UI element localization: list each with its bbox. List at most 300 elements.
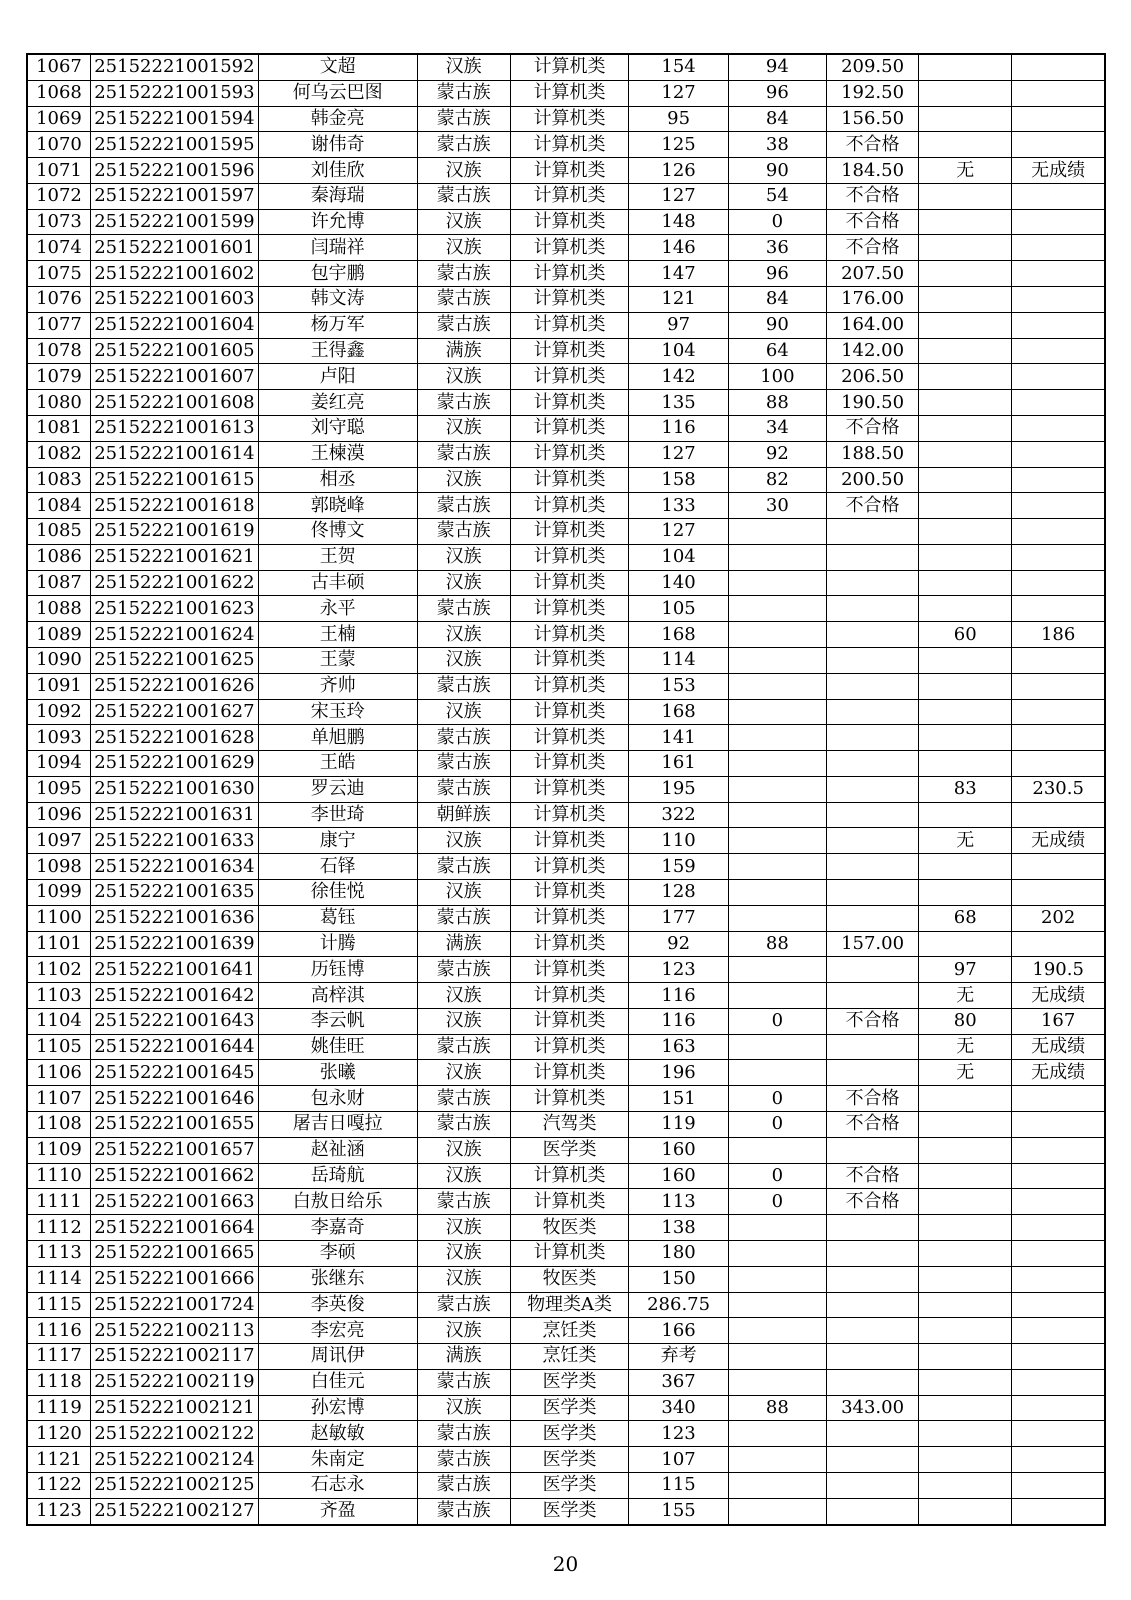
cell-category: 计算机类: [510, 570, 629, 596]
cell-serial-number: 1074: [27, 235, 90, 261]
cell-extra-score: [919, 493, 1012, 519]
cell-name: 徐佳悦: [258, 880, 417, 906]
cell-score: 127: [629, 80, 728, 106]
cell-total-score: 188.50: [827, 441, 919, 467]
cell-total-score: 不合格: [827, 1163, 919, 1189]
cell-total-score: 不合格: [827, 1189, 919, 1215]
table-row: [27, 1240, 1105, 1266]
cell-score: 119: [629, 1112, 728, 1138]
cell-category: 计算机类: [510, 1060, 629, 1086]
cell-name: 古丰硕: [258, 570, 417, 596]
cell-name: 赵祉涵: [258, 1137, 417, 1163]
cell-extra-total: [1012, 1086, 1105, 1112]
cell-score: 116: [629, 415, 728, 441]
cell-score: 127: [629, 519, 728, 545]
cell-skill-score: 0: [728, 209, 826, 235]
cell-name: 孙宏博: [258, 1395, 417, 1421]
cell-category: 计算机类: [510, 673, 629, 699]
cell-extra-score: [919, 1344, 1012, 1370]
cell-extra-total: [1012, 1266, 1105, 1292]
cell-ethnicity: 汉族: [417, 880, 510, 906]
cell-extra-total: [1012, 647, 1105, 673]
cell-score: 163: [629, 1034, 728, 1060]
table-row: [27, 441, 1105, 467]
cell-extra-total: [1012, 261, 1105, 287]
cell-ethnicity: 蒙古族: [417, 596, 510, 622]
cell-serial-number: 1073: [27, 209, 90, 235]
cell-extra-score: [919, 80, 1012, 106]
cell-category: 计算机类: [510, 983, 629, 1009]
cell-extra-total: [1012, 1344, 1105, 1370]
cell-category: 计算机类: [510, 519, 629, 545]
cell-name: 文超: [258, 54, 417, 80]
cell-category: 计算机类: [510, 390, 629, 416]
cell-name: 李嘉奇: [258, 1215, 417, 1241]
cell-total-score: [827, 1344, 919, 1370]
cell-category: 计算机类: [510, 647, 629, 673]
cell-exam-id: 25152221002113: [90, 1318, 258, 1344]
cell-total-score: [827, 1498, 919, 1524]
table-row: [27, 751, 1105, 777]
cell-ethnicity: 汉族: [417, 570, 510, 596]
cell-ethnicity: 汉族: [417, 415, 510, 441]
cell-total-score: 不合格: [827, 132, 919, 158]
cell-serial-number: 1107: [27, 1086, 90, 1112]
cell-category: 计算机类: [510, 1086, 629, 1112]
cell-category: 汽驾类: [510, 1112, 629, 1138]
cell-extra-total: [1012, 106, 1105, 132]
cell-name: 王楝漠: [258, 441, 417, 467]
cell-ethnicity: 汉族: [417, 828, 510, 854]
cell-extra-total: [1012, 1137, 1105, 1163]
cell-serial-number: 1084: [27, 493, 90, 519]
cell-score: 148: [629, 209, 728, 235]
cell-skill-score: 96: [728, 80, 826, 106]
table-row: [27, 519, 1105, 545]
cell-name: 单旭鹏: [258, 725, 417, 751]
cell-skill-score: [728, 1369, 826, 1395]
cell-extra-score: [919, 312, 1012, 338]
cell-total-score: 142.00: [827, 338, 919, 364]
cell-extra-score: 无: [919, 158, 1012, 184]
table-row: [27, 235, 1105, 261]
cell-skill-score: [728, 983, 826, 1009]
cell-ethnicity: 汉族: [417, 622, 510, 648]
cell-exam-id: 25152221001624: [90, 622, 258, 648]
cell-score: 115: [629, 1472, 728, 1498]
cell-extra-total: [1012, 880, 1105, 906]
cell-ethnicity: 蒙古族: [417, 1472, 510, 1498]
cell-score: 140: [629, 570, 728, 596]
cell-extra-score: [919, 183, 1012, 209]
cell-extra-score: [919, 647, 1012, 673]
table-row: [27, 467, 1105, 493]
cell-score: 95: [629, 106, 728, 132]
cell-name: 齐帅: [258, 673, 417, 699]
cell-name: 王皓: [258, 751, 417, 777]
cell-total-score: 190.50: [827, 390, 919, 416]
cell-serial-number: 1112: [27, 1215, 90, 1241]
cell-name: 赵敏敏: [258, 1421, 417, 1447]
cell-name: 永平: [258, 596, 417, 622]
cell-extra-score: [919, 106, 1012, 132]
cell-skill-score: 84: [728, 106, 826, 132]
cell-score: 107: [629, 1447, 728, 1473]
cell-extra-total: 无成绩: [1012, 828, 1105, 854]
cell-serial-number: 1116: [27, 1318, 90, 1344]
cell-ethnicity: 蒙古族: [417, 1189, 510, 1215]
cell-name: 齐盈: [258, 1498, 417, 1524]
cell-extra-total: [1012, 80, 1105, 106]
cell-extra-total: [1012, 544, 1105, 570]
cell-extra-score: [919, 1189, 1012, 1215]
cell-extra-score: [919, 467, 1012, 493]
cell-serial-number: 1104: [27, 1008, 90, 1034]
cell-ethnicity: 汉族: [417, 1008, 510, 1034]
cell-ethnicity: 汉族: [417, 647, 510, 673]
cell-extra-score: [919, 1137, 1012, 1163]
cell-skill-score: [728, 1215, 826, 1241]
cell-exam-id: 25152221001635: [90, 880, 258, 906]
cell-serial-number: 1083: [27, 467, 90, 493]
table-row: [27, 183, 1105, 209]
cell-serial-number: 1069: [27, 106, 90, 132]
cell-score: 367: [629, 1369, 728, 1395]
cell-category: 计算机类: [510, 209, 629, 235]
cell-extra-total: [1012, 312, 1105, 338]
cell-extra-total: [1012, 493, 1105, 519]
cell-total-score: [827, 1240, 919, 1266]
cell-category: 计算机类: [510, 80, 629, 106]
cell-name: 闫瑞祥: [258, 235, 417, 261]
cell-score: 133: [629, 493, 728, 519]
cell-total-score: [827, 1060, 919, 1086]
cell-name: 石铎: [258, 854, 417, 880]
cell-skill-score: 92: [728, 441, 826, 467]
cell-total-score: 不合格: [827, 235, 919, 261]
cell-ethnicity: 蒙古族: [417, 673, 510, 699]
table-row: [27, 596, 1105, 622]
cell-total-score: [827, 1369, 919, 1395]
cell-skill-score: 88: [728, 390, 826, 416]
cell-skill-score: 0: [728, 1163, 826, 1189]
cell-skill-score: [728, 699, 826, 725]
cell-score: 123: [629, 1421, 728, 1447]
cell-extra-score: [919, 235, 1012, 261]
cell-skill-score: [728, 596, 826, 622]
cell-category: 计算机类: [510, 106, 629, 132]
cell-ethnicity: 蒙古族: [417, 1292, 510, 1318]
cell-category: 计算机类: [510, 338, 629, 364]
cell-total-score: [827, 673, 919, 699]
table-row: [27, 1112, 1105, 1138]
cell-serial-number: 1109: [27, 1137, 90, 1163]
cell-ethnicity: 汉族: [417, 544, 510, 570]
table-row: [27, 1344, 1105, 1370]
cell-ethnicity: 蒙古族: [417, 261, 510, 287]
cell-skill-score: 0: [728, 1086, 826, 1112]
cell-skill-score: 100: [728, 364, 826, 390]
cell-serial-number: 1115: [27, 1292, 90, 1318]
cell-total-score: [827, 647, 919, 673]
cell-serial-number: 1120: [27, 1421, 90, 1447]
cell-category: 计算机类: [510, 596, 629, 622]
cell-category: 医学类: [510, 1472, 629, 1498]
table-row: [27, 209, 1105, 235]
cell-category: 计算机类: [510, 493, 629, 519]
cell-exam-id: 25152221001601: [90, 235, 258, 261]
cell-ethnicity: 蒙古族: [417, 183, 510, 209]
cell-ethnicity: 蒙古族: [417, 957, 510, 983]
cell-serial-number: 1113: [27, 1240, 90, 1266]
cell-extra-score: [919, 725, 1012, 751]
cell-name: 姜红亮: [258, 390, 417, 416]
table-row: [27, 1060, 1105, 1086]
table-row: [27, 854, 1105, 880]
cell-serial-number: 1105: [27, 1034, 90, 1060]
cell-ethnicity: 汉族: [417, 699, 510, 725]
cell-name: 包永财: [258, 1086, 417, 1112]
cell-ethnicity: 满族: [417, 338, 510, 364]
cell-score: 弃考: [629, 1344, 728, 1370]
cell-category: 牧医类: [510, 1215, 629, 1241]
table-row: [27, 1163, 1105, 1189]
cell-extra-score: [919, 1447, 1012, 1473]
table-row: [27, 983, 1105, 1009]
cell-skill-score: 96: [728, 261, 826, 287]
cell-name: 李宏亮: [258, 1318, 417, 1344]
cell-exam-id: 25152221002125: [90, 1472, 258, 1498]
cell-name: 王得鑫: [258, 338, 417, 364]
cell-exam-id: 25152221001615: [90, 467, 258, 493]
cell-exam-id: 25152221001602: [90, 261, 258, 287]
table-row: [27, 1498, 1105, 1524]
table-row: [27, 699, 1105, 725]
cell-ethnicity: 蒙古族: [417, 493, 510, 519]
cell-exam-id: 25152221001618: [90, 493, 258, 519]
cell-name: 李英俊: [258, 1292, 417, 1318]
cell-extra-total: [1012, 1498, 1105, 1524]
cell-serial-number: 1070: [27, 132, 90, 158]
table-row: [27, 1292, 1105, 1318]
table-row: [27, 1447, 1105, 1473]
cell-name: 计腾: [258, 931, 417, 957]
cell-extra-score: [919, 338, 1012, 364]
cell-skill-score: 0: [728, 1008, 826, 1034]
cell-ethnicity: 汉族: [417, 158, 510, 184]
table-row: [27, 415, 1105, 441]
table-row: [27, 158, 1105, 184]
cell-category: 计算机类: [510, 261, 629, 287]
cell-score: 151: [629, 1086, 728, 1112]
cell-score: 127: [629, 183, 728, 209]
cell-total-score: 192.50: [827, 80, 919, 106]
cell-extra-score: [919, 1086, 1012, 1112]
cell-category: 计算机类: [510, 467, 629, 493]
cell-category: 计算机类: [510, 287, 629, 313]
cell-name: 罗云迪: [258, 776, 417, 802]
table-row: [27, 931, 1105, 957]
cell-skill-score: [728, 519, 826, 545]
cell-extra-score: [919, 1163, 1012, 1189]
cell-skill-score: 0: [728, 1112, 826, 1138]
cell-exam-id: 25152221001613: [90, 415, 258, 441]
cell-name: 白敖日给乐: [258, 1189, 417, 1215]
cell-name: 张继东: [258, 1266, 417, 1292]
cell-category: 计算机类: [510, 957, 629, 983]
cell-total-score: [827, 1137, 919, 1163]
cell-skill-score: 38: [728, 132, 826, 158]
cell-extra-score: [919, 519, 1012, 545]
cell-ethnicity: 蒙古族: [417, 390, 510, 416]
cell-serial-number: 1103: [27, 983, 90, 1009]
cell-serial-number: 1118: [27, 1369, 90, 1395]
cell-exam-id: 25152221001625: [90, 647, 258, 673]
cell-total-score: 不合格: [827, 209, 919, 235]
cell-serial-number: 1093: [27, 725, 90, 751]
cell-name: 白佳元: [258, 1369, 417, 1395]
cell-ethnicity: 汉族: [417, 1266, 510, 1292]
table-row: [27, 880, 1105, 906]
cell-category: 计算机类: [510, 544, 629, 570]
cell-ethnicity: 汉族: [417, 1060, 510, 1086]
cell-extra-total: [1012, 415, 1105, 441]
cell-ethnicity: 汉族: [417, 1215, 510, 1241]
cell-extra-score: [919, 1472, 1012, 1498]
cell-exam-id: 25152221001603: [90, 287, 258, 313]
cell-skill-score: [728, 1240, 826, 1266]
cell-total-score: [827, 1472, 919, 1498]
cell-score: 286.75: [629, 1292, 728, 1318]
cell-extra-score: [919, 364, 1012, 390]
cell-total-score: 206.50: [827, 364, 919, 390]
cell-ethnicity: 蒙古族: [417, 519, 510, 545]
cell-exam-id: 25152221001605: [90, 338, 258, 364]
cell-extra-total: [1012, 596, 1105, 622]
cell-extra-total: [1012, 1112, 1105, 1138]
cell-score: 158: [629, 467, 728, 493]
cell-extra-total: [1012, 725, 1105, 751]
cell-category: 计算机类: [510, 776, 629, 802]
cell-serial-number: 1078: [27, 338, 90, 364]
table-row: [27, 364, 1105, 390]
cell-category: 计算机类: [510, 622, 629, 648]
cell-score: 150: [629, 1266, 728, 1292]
cell-category: 计算机类: [510, 183, 629, 209]
cell-category: 计算机类: [510, 132, 629, 158]
table-row: [27, 725, 1105, 751]
cell-serial-number: 1079: [27, 364, 90, 390]
cell-total-score: 207.50: [827, 261, 919, 287]
cell-score: 138: [629, 1215, 728, 1241]
cell-skill-score: [728, 1498, 826, 1524]
cell-extra-score: [919, 751, 1012, 777]
table-row: [27, 957, 1105, 983]
cell-exam-id: 25152221001655: [90, 1112, 258, 1138]
cell-extra-total: 无成绩: [1012, 1034, 1105, 1060]
cell-skill-score: [728, 905, 826, 931]
cell-total-score: [827, 751, 919, 777]
table-row: [27, 390, 1105, 416]
cell-name: 许允博: [258, 209, 417, 235]
cell-ethnicity: 汉族: [417, 1163, 510, 1189]
table-row: [27, 132, 1105, 158]
cell-exam-id: 25152221001636: [90, 905, 258, 931]
cell-serial-number: 1075: [27, 261, 90, 287]
cell-ethnicity: 满族: [417, 1344, 510, 1370]
cell-ethnicity: 蒙古族: [417, 287, 510, 313]
cell-extra-score: [919, 132, 1012, 158]
cell-exam-id: 25152221001666: [90, 1266, 258, 1292]
cell-serial-number: 1068: [27, 80, 90, 106]
cell-ethnicity: 汉族: [417, 1318, 510, 1344]
cell-name: 康宁: [258, 828, 417, 854]
cell-extra-total: [1012, 1240, 1105, 1266]
cell-ethnicity: 蒙古族: [417, 725, 510, 751]
cell-skill-score: [728, 570, 826, 596]
cell-extra-total: 无成绩: [1012, 158, 1105, 184]
cell-serial-number: 1089: [27, 622, 90, 648]
cell-score: 153: [629, 673, 728, 699]
table-row: [27, 261, 1105, 287]
cell-name: 包宇鹏: [258, 261, 417, 287]
cell-exam-id: 25152221001657: [90, 1137, 258, 1163]
cell-skill-score: 94: [728, 54, 826, 80]
cell-extra-total: [1012, 467, 1105, 493]
table-row: [27, 673, 1105, 699]
cell-score: 123: [629, 957, 728, 983]
cell-score: 116: [629, 983, 728, 1009]
cell-total-score: 不合格: [827, 493, 919, 519]
cell-total-score: [827, 1447, 919, 1473]
cell-exam-id: 25152221001621: [90, 544, 258, 570]
cell-score: 116: [629, 1008, 728, 1034]
cell-exam-id: 25152221001645: [90, 1060, 258, 1086]
cell-total-score: [827, 699, 919, 725]
cell-serial-number: 1098: [27, 854, 90, 880]
cell-serial-number: 1106: [27, 1060, 90, 1086]
cell-exam-id: 25152221001641: [90, 957, 258, 983]
cell-ethnicity: 蒙古族: [417, 905, 510, 931]
cell-serial-number: 1088: [27, 596, 90, 622]
cell-category: 医学类: [510, 1498, 629, 1524]
cell-name: 佟博文: [258, 519, 417, 545]
cell-extra-score: 无: [919, 1034, 1012, 1060]
cell-category: 烹饪类: [510, 1344, 629, 1370]
cell-extra-total: [1012, 1189, 1105, 1215]
cell-serial-number: 1102: [27, 957, 90, 983]
cell-skill-score: [728, 1472, 826, 1498]
cell-serial-number: 1117: [27, 1344, 90, 1370]
cell-skill-score: 36: [728, 235, 826, 261]
cell-name: 谢伟奇: [258, 132, 417, 158]
cell-total-score: [827, 1215, 919, 1241]
cell-total-score: [827, 828, 919, 854]
table-row: [27, 338, 1105, 364]
cell-extra-score: [919, 390, 1012, 416]
cell-exam-id: 25152221002124: [90, 1447, 258, 1473]
cell-extra-score: [919, 209, 1012, 235]
cell-extra-score: [919, 1395, 1012, 1421]
table-row: [27, 1086, 1105, 1112]
cell-total-score: 343.00: [827, 1395, 919, 1421]
cell-serial-number: 1087: [27, 570, 90, 596]
cell-serial-number: 1100: [27, 905, 90, 931]
cell-name: 秦海瑞: [258, 183, 417, 209]
cell-ethnicity: 汉族: [417, 209, 510, 235]
cell-exam-id: 25152221001630: [90, 776, 258, 802]
cell-score: 177: [629, 905, 728, 931]
